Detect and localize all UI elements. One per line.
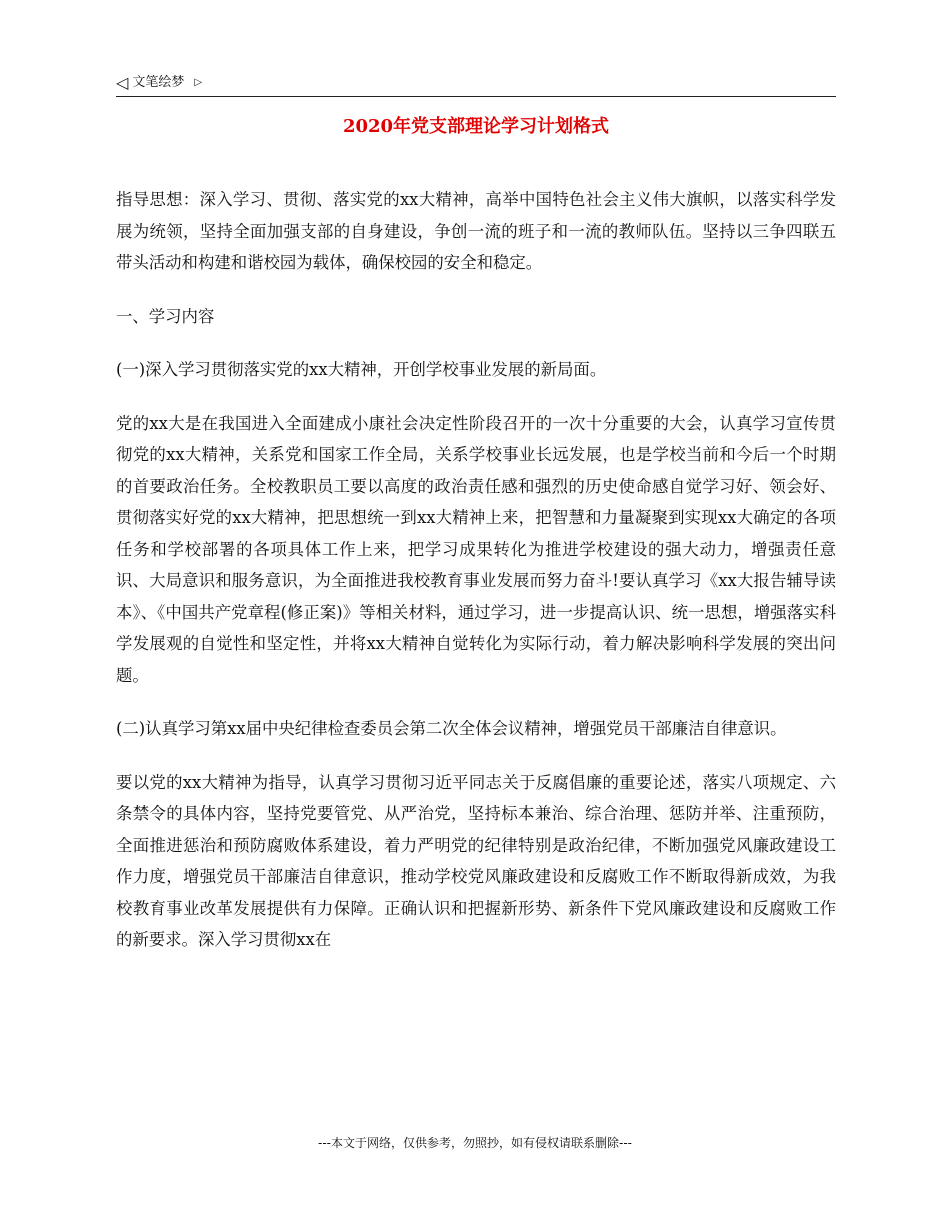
document-title: 2020年党支部理论学习计划格式 (342, 116, 610, 137)
section-heading-study-content: 一、学习内容 (116, 306, 215, 326)
triangle-left-icon: ◁ (116, 73, 129, 92)
page-footer-disclaimer: ---本文于网络，仅供参考，勿照抄，如有侵权请联系删除--- (318, 1136, 632, 1150)
paragraph-body-1: 党的xx大是在我国进入全面建成小康社会决定性阶段召开的一次十分重要的大会，认真学习宣传贯彻党的xx大精神，关系党和国家工作全局，关系学校事业长远发展，也是学校当前和今后一个时期的首要政治任务。全校教职员工要以高度的政治责任感和强烈的历史使命感自觉学习好、领会好、贯彻落实好党的xx大精神，把思想统一到xx大精神上来，把智慧和力量凝聚到实现xx大确定的各项任务和学校部署的各项具体工作上来，把学习成果转化为推进学校建设的强大动力，增强责任意识、大局意识和服务意识，为全面推进我校教育事业发展而努力奋斗!要认真学习《xx大报告辅导读本》、《中国共产党章程(修正案)》等相关材料，通过学习，进一步提高认识、统一思想，增强落实科学发展观的自觉性和坚定性，并将xx大精神自觉转化为实际行动，着力解决影响科学发展的突出问题。 (116, 413, 836, 685)
subsection-heading-1: (一)深入学习贯彻落实党的xx大精神，开创学校事业发展的新局面。 (116, 360, 607, 379)
header-divider (116, 96, 836, 97)
document-body (116, 184, 836, 956)
triangle-right-icon: ▷ (194, 77, 203, 88)
paragraph-body-2: 要以党的xx大精神为指导，认真学习贯彻习近平同志关于反腐倡廉的重要论述，落实八项规定、六条禁令的具体内容，坚持党要管党、从严治党，坚持标本兼治、综合治理、惩防并举、注重预防，全面推进惩治和预防腐败体系建设，着力严明党的纪律特别是政治纪律，不断加强党风廉政建设工作力度，增强党员干部廉洁自律意识，推动学校党风廉政建设和反腐败工作不断取得新成效，为我校教育事业改革发展提供有力保障。正确认识和把握新形势、新条件下党风廉政建设和反腐败工作的新要求。深入学习贯彻xx在 (116, 772, 836, 949)
page-header (116, 72, 836, 96)
brand-text: 文笔绘梦 (132, 75, 185, 90)
paragraph-guiding-thought: 指导思想：深入学习、贯彻、落实党的xx大精神，高举中国特色社会主义伟大旗帜，以落实科学发展为统领，坚持全面加强支部的自身建设，争创一流的班子和一流的教师队伍。坚持以三争四联五带头活动和构建和谐校园为载体，确保校园的安全和稳定。 (116, 190, 836, 272)
brand (116, 72, 202, 94)
subsection-heading-2: (二)认真学习第xx届中央纪律检查委员会第二次全体会议精神，增强党员干部廉洁自律意识。 (116, 719, 787, 738)
